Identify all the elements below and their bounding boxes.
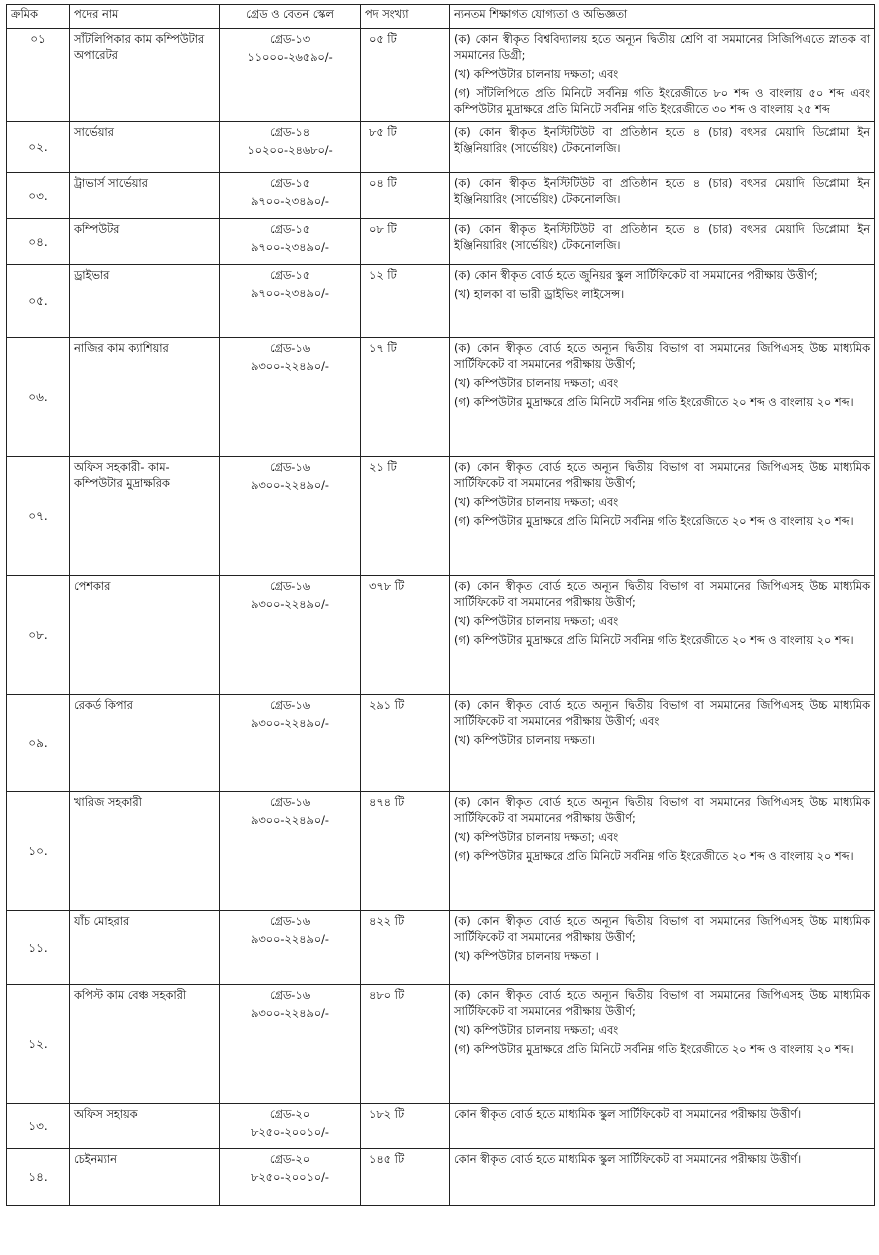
- table-row: [7, 985, 875, 1104]
- row-post-name: খারিজ সহকারী: [70, 792, 220, 911]
- recruitment-table: [6, 4, 875, 1206]
- row-grade: গ্রেড-১৫: [269, 223, 311, 236]
- row-serial: ০২.: [7, 122, 70, 173]
- row-serial: ০৫.: [7, 265, 70, 338]
- requirement-line: (ক) কোন স্বীকৃত বোর্ড হতে অন্যূন দ্বিতীয় বিভাগ বা সমমানের জিপিএসহ উচ্চ মাধ্যমিক সার্টিফিকেট বা সমমানের পরীক্ষায় উত্তীর্ণ;: [454, 989, 870, 1018]
- row-post-count: ৩৭৮ টি: [361, 576, 450, 695]
- requirement-line: (ক) কোন স্বীকৃত বোর্ড হতে অন্যূন দ্বিতীয় বিভাগ বা সমমানের জিপিএসহ উচ্চ মাধ্যমিক সার্টিফিকেট বা সমমানের পরীক্ষায় উত্তীর্ণ;: [454, 796, 870, 825]
- row-pay-scale: ১০২০০-২৪৬৮০/-: [247, 144, 333, 157]
- row-post-name: নাজির কাম ক্যাশিয়ার: [70, 338, 220, 457]
- requirement-line: (ক) কোন স্বীকৃত ইনস্টিটিউট বা প্রতিষ্ঠান হতে ৪ (চার) বৎসর মেয়াদি ডিপ্লোমা ইন ইঞ্জিনিয়ারিং (সার্ভেয়িং) টেকনোলজি।: [454, 126, 870, 155]
- requirement-line: কোন স্বীকৃত বোর্ড হতে মাধ্যমিক স্কুল সার্টিফিকেট বা সমমানের পরীক্ষায় উত্তীর্ণ।: [454, 1108, 802, 1121]
- row-post-name: কপিস্ট কাম বেঞ্চ সহকারী: [70, 985, 220, 1104]
- row-requirements: [450, 911, 875, 985]
- row-grade-cell: [220, 122, 361, 173]
- row-requirements: [450, 173, 875, 219]
- requirement-line: (ক) কোন স্বীকৃত বোর্ড হতে অন্যূন দ্বিতীয় বিভাগ বা সমমানের জিপিএসহ উচ্চ মাধ্যমিক সার্টিফিকেট বা সমমানের পরীক্ষায় উত্তীর্ণ;: [454, 461, 870, 490]
- row-grade-cell: [220, 1104, 361, 1149]
- row-pay-scale: ৮২৫০-২০০১০/-: [250, 1171, 330, 1184]
- row-serial: ০৮.: [7, 576, 70, 695]
- header-requirements: ন্যনতম শিক্ষাগত যোগ্যতা ও অভিজ্ঞতা: [450, 5, 875, 29]
- row-requirements: [450, 695, 875, 792]
- row-post-count: ৪৭৪ টি: [361, 792, 450, 911]
- row-post-name: ট্রাভার্স সার্ভেয়ার: [70, 173, 220, 219]
- table-row: [7, 792, 875, 911]
- table-row: [7, 122, 875, 173]
- requirement-line: (ক) কোন স্বীকৃত বোর্ড হতে অন্যূন দ্বিতীয় বিভাগ বা সমমানের জিপিএসহ উচ্চ মাধ্যমিক সার্টিফিকেট বা সমমানের পরীক্ষায় উত্তীর্ণ; এবং: [454, 699, 870, 728]
- row-requirements: [450, 1149, 875, 1206]
- row-serial: ০৯.: [7, 695, 70, 792]
- table-row: [7, 1149, 875, 1206]
- table-row: [7, 265, 875, 338]
- row-grade: গ্রেড-১৬: [269, 580, 311, 593]
- table-row: [7, 695, 875, 792]
- row-post-count: ০৪ টি: [361, 173, 450, 219]
- row-post-count: ৪২২ টি: [361, 911, 450, 985]
- table-header-row: [7, 5, 875, 29]
- row-grade-cell: [220, 911, 361, 985]
- requirement-line: (খ) কম্পিউটার চালনায় দক্ষতা।: [454, 734, 596, 747]
- header-serial: ক্রমিক: [7, 5, 70, 29]
- row-grade-cell: [220, 1149, 361, 1206]
- row-grade: গ্রেড-১৬: [269, 915, 311, 928]
- row-grade-cell: [220, 792, 361, 911]
- row-post-name: পেশকার: [70, 576, 220, 695]
- row-post-count: ৮৫ টি: [361, 122, 450, 173]
- row-post-name: চেইনম্যান: [70, 1149, 220, 1206]
- table-row: [7, 1104, 875, 1149]
- row-requirements: [450, 792, 875, 911]
- row-serial: ০১: [7, 29, 70, 122]
- row-grade: গ্রেড-২০: [269, 1153, 311, 1166]
- row-serial: ১১.: [7, 911, 70, 985]
- row-post-count: ১২ টি: [361, 265, 450, 338]
- row-serial: ০৬.: [7, 338, 70, 457]
- row-grade-cell: [220, 219, 361, 265]
- row-post-count: ১৮২ টি: [361, 1104, 450, 1149]
- requirement-line: (ক) কোন স্বীকৃত বোর্ড হতে জুনিয়র স্কুল সার্টিফিকেট বা সমমানের পরীক্ষায় উত্তীর্ণ;: [454, 269, 818, 282]
- row-grade-cell: [220, 338, 361, 457]
- row-grade: গ্রেড-১৬: [269, 342, 311, 355]
- row-serial: ১০.: [7, 792, 70, 911]
- table-body: [7, 29, 875, 1206]
- row-requirements: [450, 122, 875, 173]
- row-post-name: সাঁটলিপিকার কাম কম্পিউটার অপারেটর: [70, 29, 220, 122]
- requirement-line: (খ) কম্পিউটার চালনায় দক্ষতা; এবং: [454, 377, 619, 390]
- requirement-line: কোন স্বীকৃত বোর্ড হতে মাধ্যমিক স্কুল সার্টিফিকেট বা সমমানের পরীক্ষায় উত্তীর্ণ।: [454, 1153, 802, 1166]
- row-post-name: অফিস সহকারী- কাম- কম্পিউটার মুদ্রাক্ষরিক: [70, 457, 220, 576]
- requirement-line: (গ) কম্পিউটার মুদ্রাক্ষরে প্রতি মিনিটে সর্বনিম্ন গতি ইংরেজীতে ২০ শব্দ ও বাংলায় ২০ শব্দ।: [454, 850, 854, 863]
- header-grade-scale: গ্রেড ও বেতন স্কেল: [220, 5, 361, 29]
- header-post-name: পদের নাম: [70, 5, 220, 29]
- row-post-name: রেকর্ড কিপার: [70, 695, 220, 792]
- requirement-line: (গ) সাঁটলিপিতে প্রতি মিনিটে সর্বনিম্ন গতি ইংরেজীতে ৮০ শব্দ ও বাংলায় ৫০ শব্দ এবং কম্পিউটার মুদ্রাক্ষরে প্রতি মিনিটে সর্বনিম্ন গতি ইংরেজীতে ৩০ শব্দ ও বাংলায় ২৫ শব্দ: [454, 87, 870, 116]
- row-grade: গ্রেড-২০: [269, 1108, 311, 1121]
- row-requirements: [450, 1104, 875, 1149]
- row-serial: ১৩.: [7, 1104, 70, 1149]
- row-grade: গ্রেড-১৩: [269, 33, 311, 46]
- requirement-line: (খ) হালকা বা ভারী ড্রাইভিং লাইসেন্স।: [454, 288, 625, 301]
- row-requirements: [450, 576, 875, 695]
- requirement-line: (গ) কম্পিউটার মুদ্রাক্ষরে প্রতি মিনিটে সর্বনিম্ন গতি ইংরেজিতে ২০ শব্দ ও বাংলায় ২০ শব্দ।: [454, 515, 854, 528]
- requirement-line: (খ) কম্পিউটার চালনায় দক্ষতা; এবং: [454, 68, 619, 81]
- table-row: [7, 457, 875, 576]
- requirement-line: (গ) কম্পিউটার মুদ্রাক্ষরে প্রতি মিনিটে সর্বনিম্ন গতি ইংরেজীতে ২০ শব্দ ও বাংলায় ২০ শব্দ।: [454, 1043, 854, 1056]
- row-requirements: [450, 985, 875, 1104]
- row-pay-scale: ৯৩০০-২২৪৯০/-: [250, 479, 330, 492]
- row-serial: ১২.: [7, 985, 70, 1104]
- row-post-count: ১৪৫ টি: [361, 1149, 450, 1206]
- table-row: [7, 576, 875, 695]
- requirement-line: (ক) কোন স্বীকৃত বোর্ড হতে অন্যূন দ্বিতীয় বিভাগ বা সমমানের জিপিএসহ উচ্চ মাধ্যমিক সার্টিফিকেট বা সমমানের পরীক্ষায় উত্তীর্ণ;: [454, 342, 870, 371]
- requirement-line: (ক) কোন স্বীকৃত বোর্ড হতে অন্যূন দ্বিতীয় বিভাগ বা সমমানের জিপিএসহ উচ্চ মাধ্যমিক সার্টিফিকেট বা সমমানের পরীক্ষায় উত্তীর্ণ;: [454, 580, 870, 609]
- table-row: [7, 219, 875, 265]
- row-grade-cell: [220, 695, 361, 792]
- requirement-line: (খ) কম্পিউটার চালনায় দক্ষতা ।: [454, 950, 599, 963]
- row-post-name: সার্ভেয়ার: [70, 122, 220, 173]
- row-requirements: [450, 457, 875, 576]
- row-post-name: ড্রাইভার: [70, 265, 220, 338]
- row-pay-scale: ৯৩০০-২২৪৯০/-: [250, 717, 330, 730]
- row-requirements: [450, 265, 875, 338]
- row-grade: গ্রেড-১৬: [269, 699, 311, 712]
- row-serial: ১৪.: [7, 1149, 70, 1206]
- requirement-line: (খ) কম্পিউটার চালনায় দক্ষতা; এবং: [454, 496, 619, 509]
- requirement-line: (খ) কম্পিউটার চালনায় দক্ষতা; এবং: [454, 1024, 619, 1037]
- requirement-line: (ক) কোন স্বীকৃত বোর্ড হতে অন্যূন দ্বিতীয় বিভাগ বা সমমানের জিপিএসহ উচ্চ মাধ্যমিক সার্টিফিকেট বা সমমানের পরীক্ষায় উত্তীর্ণ;: [454, 915, 870, 944]
- requirement-line: (ক) কোন স্বীকৃত ইনস্টিটিউট বা প্রতিষ্ঠান হতে ৪ (চার) বৎসর মেয়াদি ডিপ্লোমা ইন ইঞ্জিনিয়ারিং (সার্ভেয়িং) টেকনোলজি।: [454, 177, 870, 206]
- row-post-count: ০৮ টি: [361, 219, 450, 265]
- row-post-count: ২৯১ টি: [361, 695, 450, 792]
- row-requirements: [450, 219, 875, 265]
- row-pay-scale: ৯৭০০-২৩৪৯০/-: [250, 241, 330, 254]
- row-grade: গ্রেড-১৬: [269, 989, 311, 1002]
- row-pay-scale: ৯৩০০-২২৪৯০/-: [250, 1007, 330, 1020]
- requirement-line: (খ) কম্পিউটার চালনায় দক্ষতা; এবং: [454, 615, 619, 628]
- row-pay-scale: ৯৩০০-২২৪৯০/-: [250, 933, 330, 946]
- table-row: [7, 173, 875, 219]
- row-post-name: অফিস সহায়ক: [70, 1104, 220, 1149]
- row-requirements: [450, 338, 875, 457]
- row-grade: গ্রেড-১৫: [269, 177, 311, 190]
- row-pay-scale: ৯৭০০-২৩৪৯০/-: [250, 195, 330, 208]
- table-row: [7, 911, 875, 985]
- row-grade-cell: [220, 576, 361, 695]
- row-serial: ০৭.: [7, 457, 70, 576]
- requirement-line: (গ) কম্পিউটার মুদ্রাক্ষরে প্রতি মিনিটে সর্বনিম্ন গতি ইংরেজীতে ২০ শব্দ ও বাংলায় ২০ শব্দ।: [454, 634, 854, 647]
- row-requirements: [450, 29, 875, 122]
- row-pay-scale: ৯৩০০-২২৪৯০/-: [250, 598, 330, 611]
- row-grade-cell: [220, 265, 361, 338]
- requirement-line: (খ) কম্পিউটার চালনায় দক্ষতা; এবং: [454, 831, 619, 844]
- row-grade: গ্রেড-১৫: [269, 269, 311, 282]
- row-pay-scale: ৮২৫০-২০০১০/-: [250, 1126, 330, 1139]
- row-pay-scale: ৯৭০০-২৩৪৯০/-: [250, 287, 330, 300]
- row-post-count: ৪৮০ টি: [361, 985, 450, 1104]
- row-post-count: ০৫ টি: [361, 29, 450, 122]
- requirement-line: (ক) কোন স্বীকৃত ইনস্টিটিউট বা প্রতিষ্ঠান হতে ৪ (চার) বৎসর মেয়াদি ডিপ্লোমা ইন ইঞ্জিনিয়ারিং (সার্ভেয়িং) টেকনোলজি।: [454, 223, 870, 252]
- row-grade: গ্রেড-১৪: [269, 126, 311, 139]
- row-grade-cell: [220, 985, 361, 1104]
- requirement-line: (গ) কম্পিউটার মুদ্রাক্ষরে প্রতি মিনিটে সর্বনিম্ন গতি ইংরেজীতে ২০ শব্দ ও বাংলায় ২০ শব্দ।: [454, 396, 854, 409]
- row-grade: গ্রেড-১৬: [269, 461, 311, 474]
- table-row: [7, 338, 875, 457]
- row-pay-scale: ৯৩০০-২২৪৯০/-: [250, 360, 330, 373]
- row-pay-scale: ৯৩০০-২২৪৯০/-: [250, 814, 330, 827]
- row-post-count: ১৭ টি: [361, 338, 450, 457]
- row-grade-cell: [220, 29, 361, 122]
- row-post-count: ২১ টি: [361, 457, 450, 576]
- table-row: [7, 29, 875, 122]
- row-post-name: কম্পিউটর: [70, 219, 220, 265]
- row-serial: ০৪.: [7, 219, 70, 265]
- row-serial: ০৩.: [7, 173, 70, 219]
- requirement-line: (ক) কোন স্বীকৃত বিশ্ববিদ্যালয় হতে অন্যূন দ্বিতীয় শ্রেণি বা সমমানের সিজিপিএতে স্নাতক বা সমমানের ডিগ্রী;: [454, 33, 870, 62]
- row-grade-cell: [220, 457, 361, 576]
- row-pay-scale: ১১০০০-২৬৫৯০/-: [247, 51, 333, 64]
- row-grade-cell: [220, 173, 361, 219]
- header-post-count: পদ সংখ্যা: [361, 5, 450, 29]
- row-grade: গ্রেড-১৬: [269, 796, 311, 809]
- row-post-name: যাঁচ মোহরার: [70, 911, 220, 985]
